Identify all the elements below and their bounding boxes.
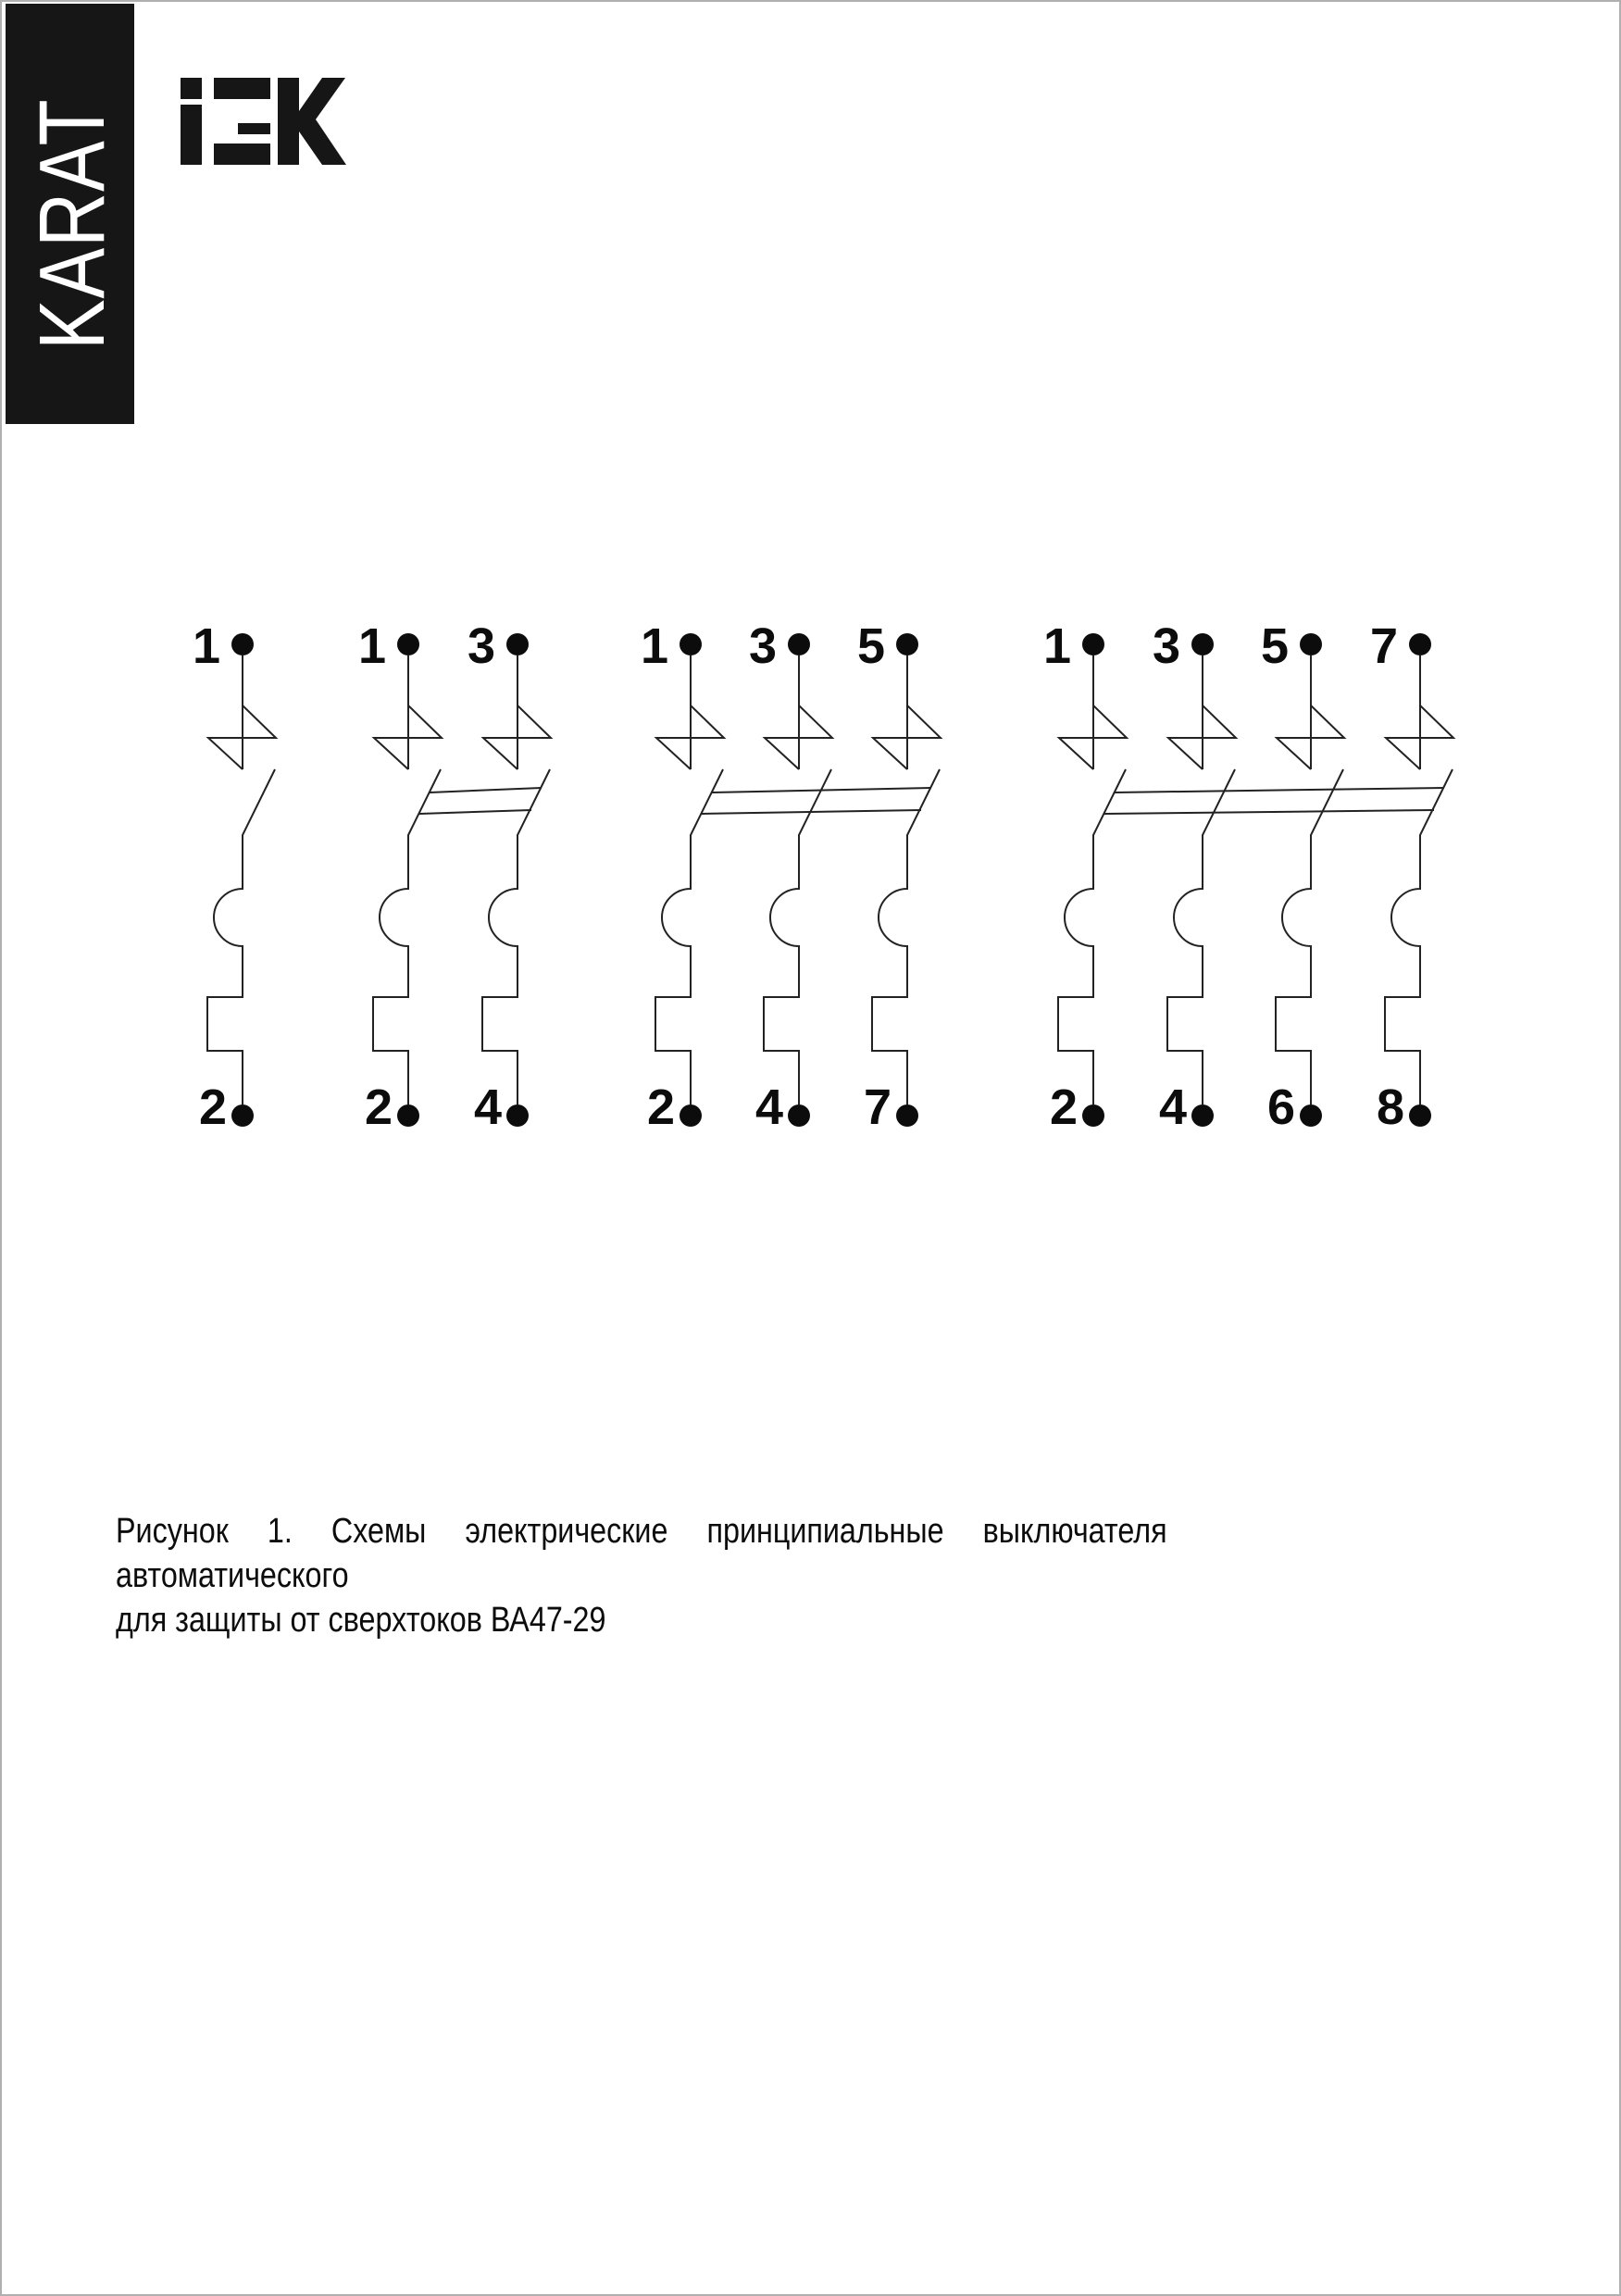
top-terminal-label: 1 [192, 618, 220, 674]
pole [468, 618, 551, 1135]
pole-path [872, 655, 941, 1104]
bottom-terminal-dot [1300, 1104, 1322, 1127]
top-terminal-label: 1 [357, 618, 386, 674]
bottom-terminal-dot [506, 1104, 529, 1127]
pole [358, 618, 442, 1135]
linkage-line-lower [1104, 810, 1434, 814]
pole-path [1167, 655, 1236, 1104]
circuit-diagrams [2, 2, 1621, 2296]
pole [1043, 618, 1127, 1135]
pole-path [1385, 655, 1453, 1104]
breaker-3pole [641, 618, 941, 1135]
top-terminal-label: 3 [748, 618, 777, 674]
pole-path [655, 655, 724, 1104]
pole [1261, 618, 1344, 1135]
top-terminal-label: 3 [467, 618, 495, 674]
pole [749, 618, 832, 1135]
top-terminal-dot [1082, 633, 1104, 655]
top-terminal-dot [896, 633, 918, 655]
karat-wordmark: KARAT [20, 98, 124, 351]
pole [193, 618, 276, 1135]
top-terminal-dot [1300, 633, 1322, 655]
bottom-terminal-dot [1409, 1104, 1431, 1127]
bottom-terminal-label: 2 [364, 1079, 393, 1135]
caption-line-2: для защиты от сверхтоков ВА47-29 [116, 1601, 606, 1640]
linkage-line-lower [419, 810, 531, 814]
bottom-terminal-label: 2 [198, 1079, 227, 1135]
bottom-terminal-label: 6 [1266, 1079, 1295, 1135]
bottom-terminal-dot [397, 1104, 419, 1127]
bottom-terminal-label: 2 [1049, 1079, 1078, 1135]
linkage-line-upper [430, 788, 542, 792]
top-terminal-dot [1409, 633, 1431, 655]
pole-path [764, 655, 832, 1104]
top-terminal-label: 1 [640, 618, 668, 674]
pole [641, 618, 724, 1135]
bottom-terminal-label: 4 [473, 1079, 502, 1135]
pole-path [207, 655, 276, 1104]
top-terminal-label: 3 [1152, 618, 1180, 674]
bottom-terminal-dot [896, 1104, 918, 1127]
pole-path [1058, 655, 1127, 1104]
bottom-terminal-dot [1082, 1104, 1104, 1127]
figure-caption [116, 1509, 1167, 1642]
bottom-terminal-label: 2 [646, 1079, 675, 1135]
bottom-terminal-dot [680, 1104, 702, 1127]
bottom-terminal-label: 8 [1376, 1079, 1404, 1135]
bottom-terminal-label: 4 [1158, 1079, 1187, 1135]
pole-path [373, 655, 442, 1104]
pole [1153, 618, 1236, 1135]
pole-path [482, 655, 551, 1104]
breaker-1pole [193, 618, 276, 1135]
pole-path [1276, 655, 1344, 1104]
top-terminal-label: 1 [1042, 618, 1071, 674]
bottom-terminal-label: 7 [863, 1079, 892, 1135]
breaker-4pole [1043, 618, 1453, 1135]
bottom-terminal-label: 4 [754, 1079, 783, 1135]
top-terminal-label: 5 [856, 618, 885, 674]
bottom-terminal-dot [1191, 1104, 1214, 1127]
top-terminal-dot [788, 633, 810, 655]
linkage-line-upper [1115, 788, 1444, 792]
top-terminal-dot [1191, 633, 1214, 655]
bottom-terminal-dot [231, 1104, 254, 1127]
top-terminal-label: 7 [1369, 618, 1398, 674]
pole [1370, 618, 1453, 1135]
top-terminal-dot [506, 633, 529, 655]
bottom-terminal-dot [788, 1104, 810, 1127]
pole [857, 618, 941, 1135]
top-terminal-dot [231, 633, 254, 655]
caption-line-1: Рисунок 1. Схемы электрические принципиальные выключателя автоматического [116, 1512, 1167, 1595]
top-terminal-label: 5 [1260, 618, 1289, 674]
top-terminal-dot [680, 633, 702, 655]
top-terminal-dot [397, 633, 419, 655]
breaker-2pole [358, 618, 551, 1135]
